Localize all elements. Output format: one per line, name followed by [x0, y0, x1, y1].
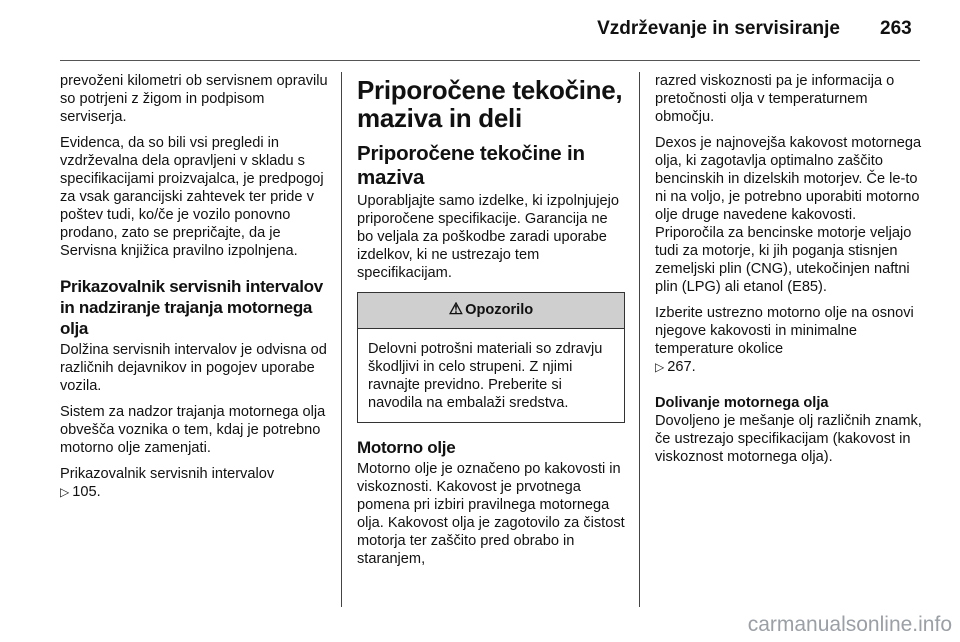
page-number: 263 — [880, 18, 912, 39]
warning-triangle-icon: ⚠ — [448, 301, 464, 318]
paragraph: Sistem za nadzor trajanja motornega olja obvešča voznika o tem, kdaj je potrebno motorno olje zamenjati. — [60, 404, 326, 456]
paragraph-text: Izberite ustrezno motorno olje na osnovi njegove kakovosti in minimalne temperature okolice — [655, 305, 914, 357]
subsection-heading: Dolivanje motornega olja — [655, 395, 829, 411]
section-heading: Motorno olje — [357, 438, 456, 457]
watermark: carmanualsonline.info — [747, 613, 952, 636]
paragraph: Dovoljeno je mešanje olj različnih znamk, če ustrezajo specifikacijam (kakovost in viskoznost motornega olja). — [655, 413, 922, 465]
column-divider-2 — [639, 72, 640, 607]
header-divider — [60, 60, 920, 61]
paragraph: Dolžina servisnih intervalov je odvisna od različnih dejavnikov in pogojev uporabe vozila. — [60, 342, 327, 394]
warning-box — [357, 292, 625, 423]
paragraph — [655, 304, 923, 376]
column-divider-1 — [341, 72, 342, 607]
paragraph: Dexos je najnovejša kakovost motornega olja, ki zagotavlja optimalno zaščito bencinskih in dizelskih motorjev. Če le-to ni na voljo, je potrebno uporabiti motorno olje druge navedene kakovosti. Priporočila za bencinske motorje veljajo tudi za motorje, ki jih poganja stisnjen zemeljski plin (CNG), utekočinjen naftni plin (LPG) ali etanol (E85). — [655, 135, 922, 295]
page-reference-icon: ▷ — [60, 485, 70, 499]
column-3 — [655, 72, 923, 474]
warning-header — [358, 293, 624, 329]
paragraph: Uporabljajte samo izdelke, ki izpolnjujejo priporočene specifikacije. Garancija ne bo veljala za poškodbe zaradi uporabe izdelkov, ki ne ustrezajo tem specifikacijam. — [357, 193, 620, 281]
section-title: Priporočene tekočine in maziva — [357, 142, 585, 189]
paragraph: Motorno olje je označeno po kakovosti in viskoznosti. Kakovost je prvotnega pomena pri izbiri pravilnega motornega olja. Kakovost olja je zagotovilo za čistost motorja ter zaščito pred obrabo in staranjem, — [357, 461, 625, 567]
paragraph-text: Prikazovalnik servisnih intervalov — [60, 466, 275, 482]
page-reference-link[interactable]: 105. — [72, 484, 101, 500]
paragraph: prevoženi kilometri ob servisnem opravilu so potrjeni z žigom in podpisom serviserja. — [60, 73, 328, 125]
warning-text: Delovni potrošni materiali so zdravju škodljivi in celo strupeni. Z njimi ravnajte previdno. Preberite si navodila na embalaži sredstva. — [368, 341, 603, 411]
page-reference-icon: ▷ — [655, 360, 665, 374]
section-heading: Prikazovalnik servisnih intervalov in nadziranje trajanja motornega olja — [60, 277, 323, 338]
page-reference-link[interactable]: 267. — [667, 359, 696, 375]
header-title: Vzdrževanje in servisiranje — [597, 18, 840, 39]
paragraph: razred viskoznosti pa je informacija o pretočnosti olja v temperaturnem območju. — [655, 73, 895, 125]
chapter-title: Priporočene tekočine, maziva in deli — [357, 75, 623, 133]
paragraph — [60, 465, 328, 501]
warning-label: Opozorilo — [465, 302, 534, 318]
column-1 — [60, 72, 328, 509]
paragraph: Evidenca, da so bili vsi pregledi in vzdrževalna dela opravljeni v skladu s specifikacijami proizvajalca, je predpogoj za vsak garancijski zahtevek ter pride v poštev tudi, ko/če je vozilo ponovno prodano, zato se prepričajte, da je Servisna knjižica pravilno izpolnjena. — [60, 135, 324, 259]
column-2 — [357, 72, 625, 576]
